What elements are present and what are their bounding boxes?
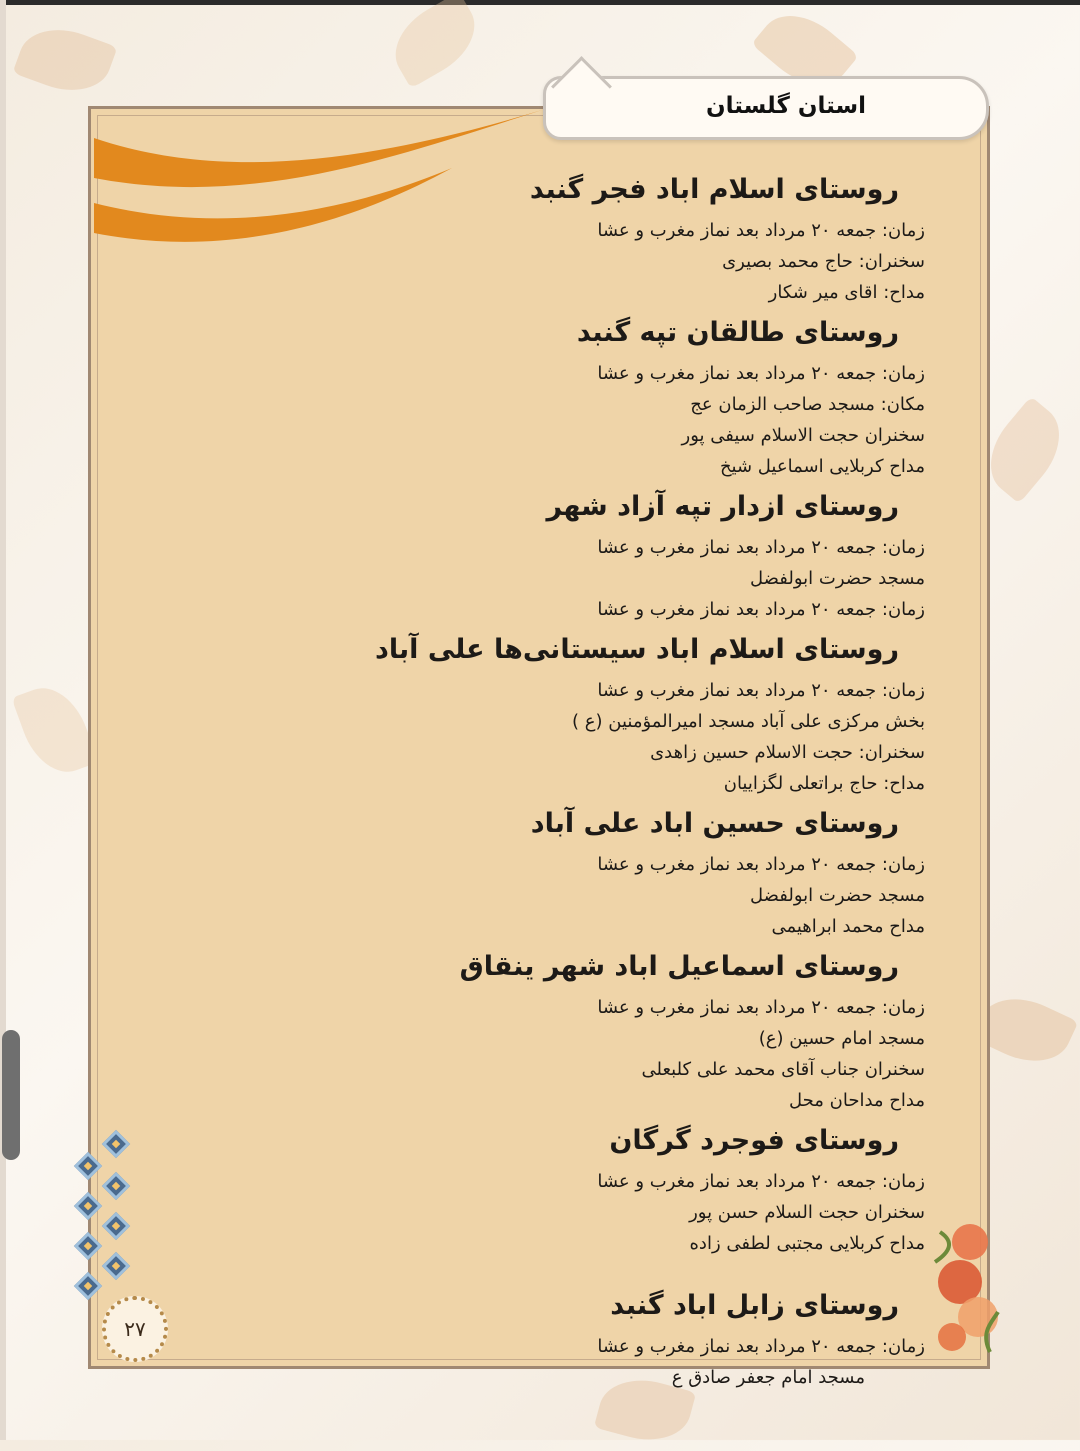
- detail-line: بخش مرکزی علی آباد مسجد امیرالمؤمنین (ع ): [572, 711, 925, 732]
- detail-line: زمان: جمعه ۲۰ مرداد بعد نماز مغرب و عشا: [597, 1171, 925, 1192]
- village-title: روستای ازدار تپه آزاد شهر: [546, 491, 899, 522]
- detail-line: سخنران جناب آقای محمد علی کلبعلی: [641, 1059, 925, 1080]
- village-title: روستای فوجرد گرگان: [609, 1125, 899, 1156]
- detail-line: سخنران: حاج محمد بصیری: [722, 251, 925, 272]
- village-title: روستای اسلام اباد سیستانی‌ها علی آباد: [375, 634, 899, 665]
- province-header-tab: [543, 76, 989, 140]
- detail-line: مسجد حضرت ابولفضل: [750, 885, 925, 906]
- detail-line: مداح محمد ابراهیمی: [771, 916, 925, 937]
- tile-ornament-icon: [102, 1130, 130, 1158]
- program-list: [365, 165, 925, 1393]
- village-title: روستای طالقان تپه گنبد: [576, 317, 899, 348]
- village-title: روستای اسماعیل اباد شهر ینقاق: [459, 951, 899, 982]
- tile-ornament-icon: [102, 1172, 130, 1200]
- detail-line: زمان: جمعه ۲۰ مرداد بعد نماز مغرب و عشا: [597, 537, 925, 558]
- background-leaf: [11, 677, 98, 782]
- detail-line: مداح: اقای میر شکار: [768, 282, 925, 303]
- detail-line: زمان: جمعه ۲۰ مرداد بعد نماز مغرب و عشا: [597, 363, 925, 384]
- program-section: [365, 482, 925, 625]
- background-leaf: [381, 0, 489, 88]
- detail-line: سخنران: حجت الاسلام حسین زاهدی: [650, 742, 925, 763]
- viewer-edge: [0, 0, 6, 1440]
- detail-line: مسجد امام جعفر صادق ع: [671, 1367, 865, 1388]
- program-section: [365, 1281, 925, 1393]
- tile-ornament-icon: [74, 1152, 102, 1180]
- section-spacer: [365, 1259, 925, 1281]
- program-section: [365, 1116, 925, 1259]
- village-title: روستای حسین اباد علی آباد: [530, 808, 899, 839]
- village-title: روستای زابل اباد گنبد: [610, 1290, 899, 1321]
- program-section: [365, 799, 925, 942]
- province-title: استان گلستان: [706, 93, 866, 119]
- tile-ornament-icon: [102, 1212, 130, 1240]
- detail-line: سخنران حجت السلام حسن پور: [689, 1202, 925, 1223]
- detail-line: مسجد حضرت ابولفضل: [750, 568, 925, 589]
- detail-line: مسجد امام حسین (ع): [758, 1028, 925, 1049]
- detail-line: مکان: مسجد صاحب الزمان عج: [690, 394, 925, 415]
- scrollbar-thumb[interactable]: [2, 1030, 20, 1160]
- page-number-badge: [102, 1296, 168, 1362]
- detail-line: مداح: حاج براتعلی لگزاییان: [723, 773, 925, 794]
- page-number: ۲۷: [124, 1317, 146, 1341]
- detail-line: زمان: جمعه ۲۰ مرداد بعد نماز مغرب و عشا: [597, 997, 925, 1018]
- detail-line: مداح کربلایی مجتبی لطفی زاده: [689, 1233, 925, 1254]
- detail-line: زمان: جمعه ۲۰ مرداد بعد نماز مغرب و عشا: [597, 599, 925, 620]
- tile-ornament-icon: [74, 1232, 102, 1260]
- detail-line: زمان: جمعه ۲۰ مرداد بعد نماز مغرب و عشا: [597, 854, 925, 875]
- tile-ornament-icon: [74, 1192, 102, 1220]
- detail-line: مداح مداحان محل: [789, 1090, 925, 1111]
- program-section: [365, 308, 925, 482]
- status-bar: [0, 0, 1080, 5]
- detail-line: زمان: جمعه ۲۰ مرداد بعد نماز مغرب و عشا: [597, 680, 925, 701]
- background-leaf: [12, 16, 117, 103]
- detail-line: سخنران حجت الاسلام سیفی پور: [681, 425, 925, 446]
- detail-line: زمان: جمعه ۲۰ مرداد بعد نماز مغرب و عشا: [597, 220, 925, 241]
- header-tab-ornament: [551, 56, 612, 117]
- flower-decoration: [930, 1212, 1000, 1362]
- tile-ornament-icon: [102, 1252, 130, 1280]
- tile-ornament-icon: [74, 1272, 102, 1300]
- program-section: [365, 165, 925, 308]
- program-section: [365, 942, 925, 1116]
- detail-line: مداح کربلایی اسماعیل شیخ: [719, 456, 925, 477]
- program-section: [365, 625, 925, 799]
- detail-line: زمان: جمعه ۲۰ مرداد بعد نماز مغرب و عشا: [597, 1336, 925, 1357]
- tile-ornament-column: [70, 1128, 140, 1298]
- village-title: روستای اسلام اباد فجر گنبد: [529, 174, 899, 205]
